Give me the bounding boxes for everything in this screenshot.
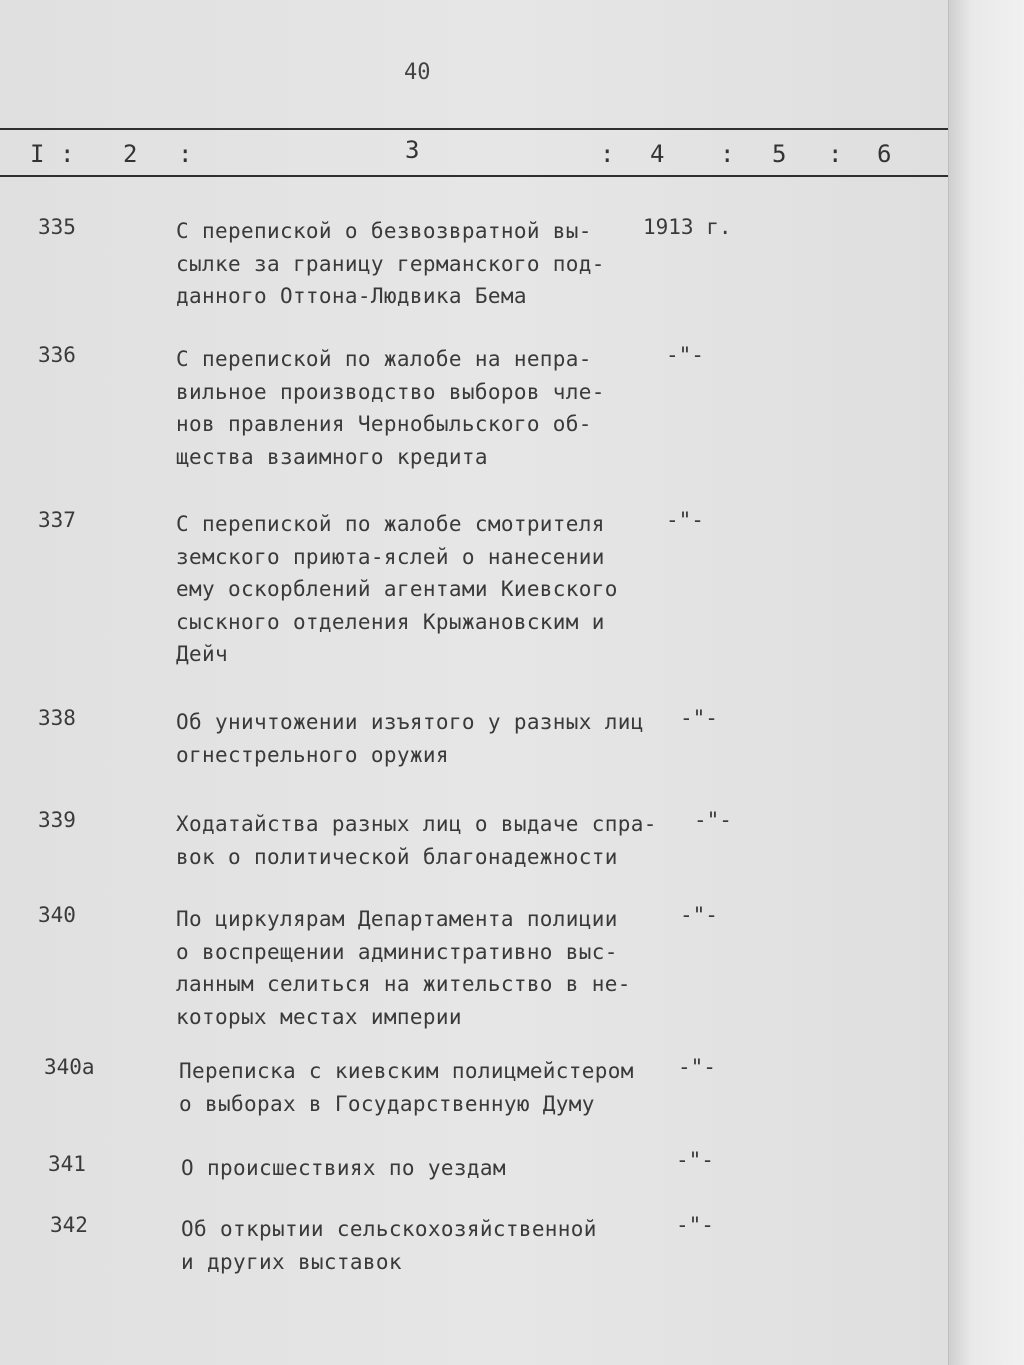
column-header-1: I xyxy=(30,140,45,168)
item-title xyxy=(176,706,666,771)
title-line: О происшествиях по уездам xyxy=(181,1156,506,1180)
item-title xyxy=(176,808,686,873)
title-line: данного Оттона-Людвика Бема xyxy=(176,284,527,308)
item-title xyxy=(181,1213,646,1278)
title-line: ему оскорблений агентами Киевского xyxy=(176,577,618,601)
item-date: -"- xyxy=(676,1213,714,1237)
item-number: 338 xyxy=(38,706,76,730)
title-line: Переписка с киевским полицмейстером xyxy=(179,1059,634,1083)
title-line: Об уничтожении изъятого у разных лиц xyxy=(176,710,644,734)
title-line: которых местах империи xyxy=(176,1004,462,1029)
title-line: земского приюта-яслей о нанесении xyxy=(176,544,605,569)
item-number: 341 xyxy=(48,1152,86,1176)
item-title xyxy=(181,1152,646,1185)
column-header-3: 3 xyxy=(405,136,420,164)
item-date: 1913 г. xyxy=(643,215,732,239)
title-line: По циркулярам Департамента полиции xyxy=(176,907,618,931)
title-line: вильное производство выборов чле- xyxy=(176,379,605,404)
title-line: Об открытии сельскохозяйственной xyxy=(181,1217,597,1241)
title-line: о воспрещении административно выс- xyxy=(176,939,618,964)
column-separator: : xyxy=(60,140,75,168)
item-date: -"- xyxy=(680,903,718,927)
column-header-5: 5 xyxy=(772,140,787,168)
column-header-4: 4 xyxy=(650,140,665,168)
item-title xyxy=(179,1055,674,1120)
item-date: -"- xyxy=(678,1055,716,1079)
column-header-6: 6 xyxy=(877,140,892,168)
title-line: щества взаимного кредита xyxy=(176,444,488,469)
item-date: -"- xyxy=(666,343,704,367)
item-date: -"- xyxy=(676,1148,714,1172)
item-date: -"- xyxy=(694,808,732,832)
title-line: огнестрельного оружия xyxy=(176,742,449,767)
title-line: сыскного отделения Крыжановским и xyxy=(176,609,605,634)
title-line: С перепиской по жалобе на непра- xyxy=(176,347,592,371)
title-line: и других выставок xyxy=(181,1249,402,1274)
title-line: вок о политической благонадежности xyxy=(176,844,618,869)
column-separator: : xyxy=(720,140,735,168)
title-line: С перепиской по жалобе смотрителя xyxy=(176,512,605,536)
title-line: Дейч xyxy=(176,642,228,666)
item-number: 336 xyxy=(38,343,76,367)
item-date: -"- xyxy=(666,508,704,532)
item-number: 337 xyxy=(38,508,76,532)
item-title xyxy=(176,215,641,313)
item-title xyxy=(176,508,641,671)
title-line: Ходатайства разных лиц о выдаче спра- xyxy=(176,812,657,836)
page-edge xyxy=(948,0,1024,1365)
title-line: нов правления Чернобыльского об- xyxy=(176,412,592,436)
item-number: 339 xyxy=(38,808,76,832)
item-number: 340а xyxy=(44,1055,95,1079)
item-number: 335 xyxy=(38,215,76,239)
item-title xyxy=(176,903,666,1033)
item-date: -"- xyxy=(680,706,718,730)
item-title xyxy=(176,343,641,473)
column-header-2: 2 xyxy=(123,140,138,168)
item-number: 340 xyxy=(38,903,76,927)
column-separator: : xyxy=(828,140,843,168)
item-number: 342 xyxy=(50,1213,88,1237)
title-line: ланным селиться на жительство в не- xyxy=(176,972,631,996)
title-line: сылке за границу германского под- xyxy=(176,251,605,276)
title-line: С перепиской о безвозвратной вы- xyxy=(176,219,592,243)
page-number: 40 xyxy=(404,60,431,85)
title-line: о выборах в Государственную Думу xyxy=(179,1091,595,1116)
column-separator: : xyxy=(600,140,615,168)
column-separator: : xyxy=(178,140,193,168)
